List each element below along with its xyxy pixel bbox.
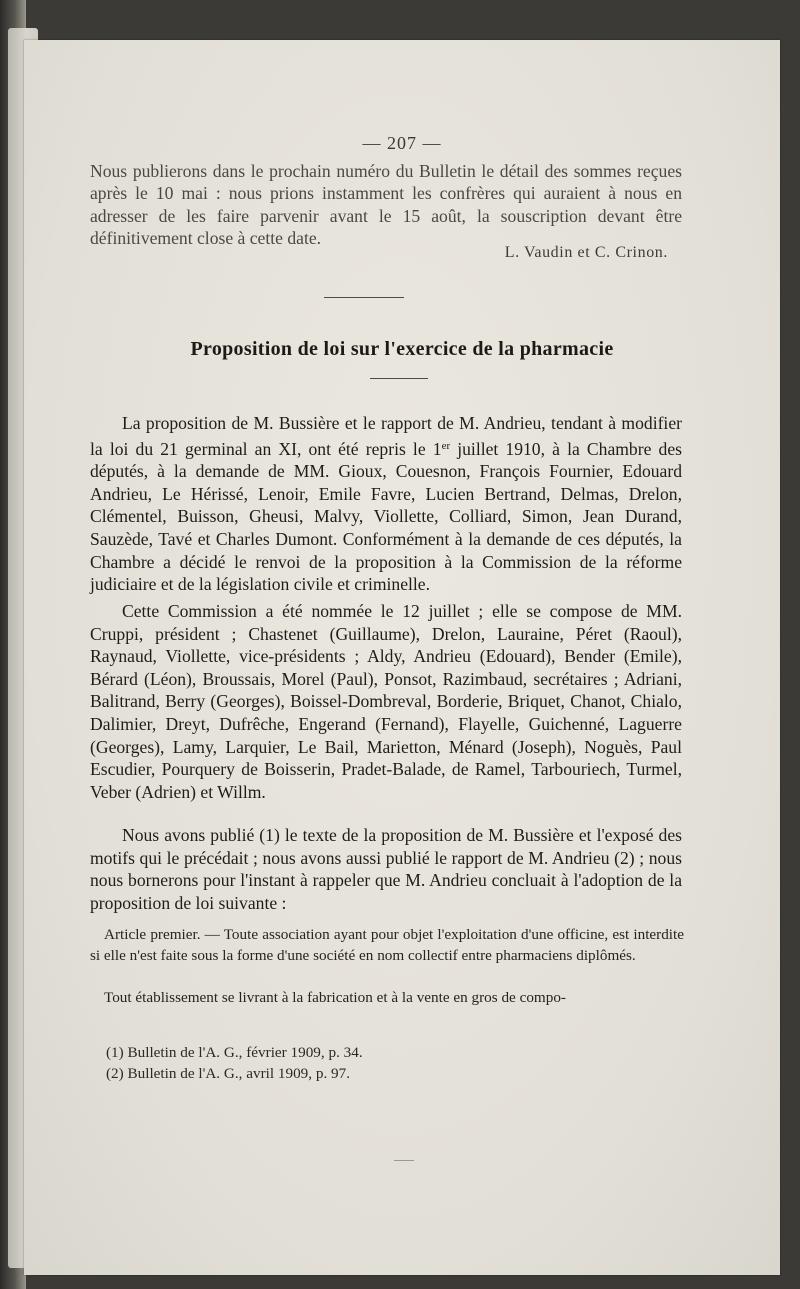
paragraph-commission: Cette Commission a été nommée le 12 juillet ; elle se compose de MM. Cruppi, président ; Chastenet (Guillaume), Drelon, Lauraine, Péret (Raoul), Raynaud, Viollette, vice-présidents ; Aldy, Andrieu (Edouard), Bender (Emile), Bérard (Léon), Broussais, Morel (Paul), Ponsot, Razimbaud, secrétaires ; Adriani, Balitrand, Berry (Georges), Boissel-Dombreval, Borderie, Briquet, Chanot, Chialo, Dalimier, Dreyt, Dufrêche, Engerand (Fernand), Flayelle, Guichenné, Laguerre (Georges), Lamy, Larquier, Le Bail, Marietton, Ménard (Joseph), Noguès, Paul Escudier, Pourquery de Boisserin, Pradet-Balade, de Ramel, Tarbouriech, Turmel, Veber (Adrien) et Willm. [90, 601, 682, 802]
footnote-2: (2) Bulletin de l'A. G., avril 1909, p. 97. [106, 1065, 351, 1082]
separator-rule [324, 297, 404, 298]
footnote-1: (1) Bulletin de l'A. G., février 1909, p. 34. [106, 1044, 363, 1061]
article-premier: Article premier. — Toute association ayant pour objet l'exploitation d'une officine, est interdite si elle n'est faite sous la forme d'une société en nom collectif entre pharmaciens diplômés. [90, 926, 684, 964]
ordinal-superscript: er [441, 439, 451, 452]
section-heading: Proposition de loi sur l'exercice de la pharmacie [190, 338, 614, 360]
footnotes [106, 1042, 363, 1084]
intro-paragraph: Nous publierons dans le prochain numéro du Bulletin le détail des sommes reçues après le 10 mai : nous prions instamment les confrères qui auraient à nous en adresser de les faire parvenir avant le 15 août, la souscription devant être définitivement close à cette date. [90, 161, 682, 249]
bottom-mark [394, 1160, 414, 1161]
paragraph-publication: Nous avons publié (1) le texte de la proposition de M. Bussière et l'exposé des motifs qui le précédait ; nous avons aussi publié le rapport de M. Andrieu (2) ; nous nous bornerons pour l'instant à rappeler que M. Andrieu concluait à l'adoption de la proposition de loi suivante : [90, 825, 682, 913]
paragraph-proposition [90, 412, 682, 596]
signature: L. Vaudin et C. Crinon. [504, 244, 668, 261]
article-continuation: Tout établissement se livrant à la fabrication et à la vente en gros de compo- [104, 989, 566, 1006]
paragraph-proposition-part-b: juillet 1910, à la Chambre des députés, à la demande de MM. Gioux, Couesnon, François Fournier, Edouard Andrieu, Le Hérissé, Lenoir, Emile Favre, Lucien Bertrand, Delmas, Drelon, Clémentel, Buisson, Gheusi, Malvy, Viollette, Colliard, Simon, Jean Durand, Sauzède, Tavé et Charles Dumont. Conformément à la demande de ces députés, la Chambre a décidé le renvoi de la proposition à la Commission de la réforme judiciaire et de la législation civile et criminelle. [90, 438, 682, 595]
heading-underline [370, 378, 428, 379]
paragraph-proposition-part-a: La proposition de M. Bussière et le rapport de M. Andrieu, tendant à modifier la loi du 21 germinal an XI, ont été repris le 1 [90, 413, 682, 459]
page-number: — 207 — [362, 133, 442, 153]
document-page [24, 40, 780, 1275]
